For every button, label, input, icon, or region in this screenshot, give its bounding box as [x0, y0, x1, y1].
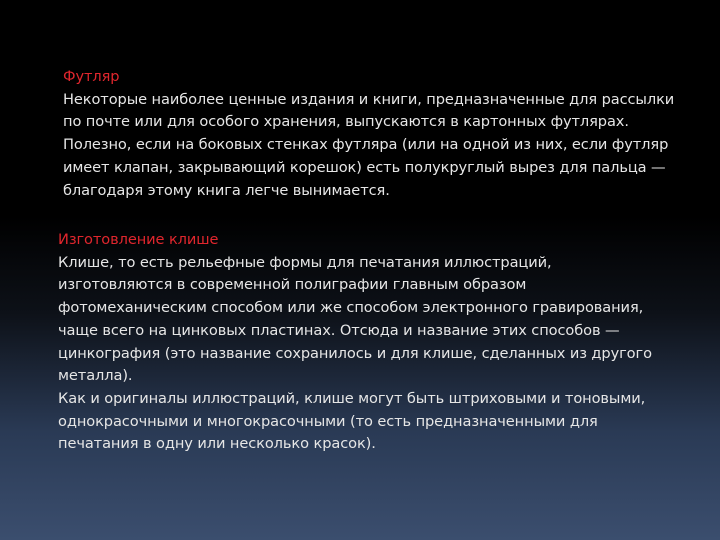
section-paragraph: Клише, то есть рельефные формы для печатания иллюстраций, изготовляются в современной полиграфии главным образом фотомеханическим способом или же способом электронного гравирования, чаще всего на цинковых пластинах. Отсюда и название этих способов — цинкография (это название сохранилось и для клише, сделанных из другого металла).	[58, 253, 652, 385]
section-heading-futlyar: Футляр	[63, 68, 120, 85]
section-paragraph: Как и оригиналы иллюстраций, клише могут быть штриховыми и тоновыми, однокрасочными и многокрасочными (то есть предназначенными для печатания в одну или несколько красок).	[58, 389, 646, 453]
section-futlyar	[63, 66, 693, 202]
section-klishe	[58, 229, 698, 456]
section-paragraph: Некоторые наиболее ценные издания и книги, предназначенные для рассылки по почте или для особого хранения, выпускаются в картонных футлярах. Полезно, если на боковых стенках футляра (или на одной из них, если футляр имеет клапан, закрывающий корешок) есть полукруглый вырез для пальца — благодаря этому книга легче вынимается.	[63, 90, 675, 199]
section-heading-klishe: Изготовление клише	[58, 231, 219, 248]
